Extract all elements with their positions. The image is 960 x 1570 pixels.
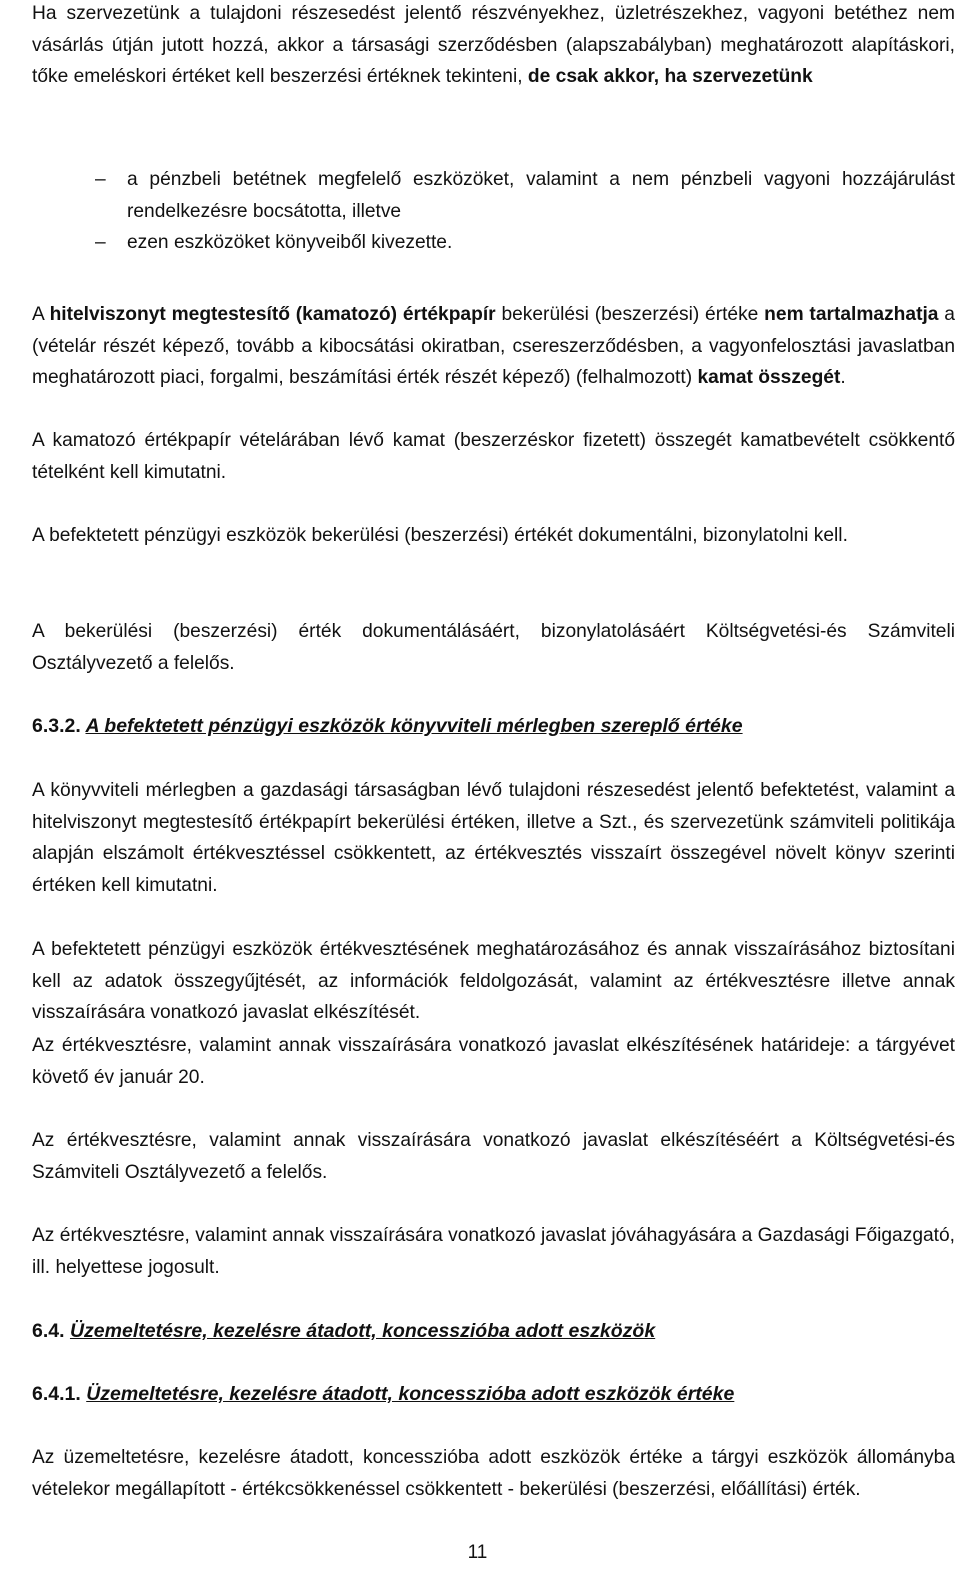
list-item: [32, 164, 955, 227]
text-segment: bekerülési (beszerzési) értéke: [501, 304, 759, 325]
section-heading-6-3-2: [32, 711, 955, 743]
text-segment: .: [840, 367, 846, 388]
bold-segment: nem tartalmazhatja: [764, 304, 939, 325]
section-number: 6.4.: [32, 1320, 65, 1342]
paragraph-text: Ha szervezetünk a tulajdoni részesedést jelentő részvényekhez, üzletrészekhez, vagyoni betéthez nem vásárlás útján jutott hozzá, akkor a társasági szerződésben (alapszabályban) meghatározott alapításkori, tőke emeléskori értéket kell beszerzési értéknek tekinteni,: [32, 3, 955, 87]
section-number: 6.4.1.: [32, 1383, 81, 1405]
dash-bullet: –: [95, 169, 106, 190]
section-heading-6-4: [32, 1316, 955, 1348]
section-title: Üzemeltetésre, kezelésre átadott, koncesszióba adott eszközök értéke: [86, 1383, 735, 1405]
paragraph-interest: A kamatozó értékpapír vételárában lévő kamat (beszerzéskor fizetett) összegét kamatbevételt csökkentő tételként kell kimutatni.: [32, 430, 955, 483]
paragraph-contribution-value: [32, 0, 955, 93]
paragraph-documentation: A befektetett pénzügyi eszközök bekerülési (beszerzési) értékét dokumentálni, bizonylatolni kell.: [32, 525, 848, 546]
dash-bullet: –: [95, 232, 106, 253]
section-heading-6-4-1: [32, 1379, 955, 1411]
paragraph-debt-securities: [32, 299, 955, 394]
paragraph-impairment-responsibility: Az értékvesztésre, valamint annak visszaírására vonatkozó javaslat elkészítéséért a Költségvetési-és Számviteli Osztályvezető a felelős.: [32, 1130, 955, 1183]
list-item: [32, 227, 955, 259]
bold-condition: de csak akkor, ha szervezetünk: [527, 66, 813, 87]
paragraph-asset-value: Az üzemeltetésre, kezelésre átadott, koncesszióba adott eszközök értéke a tárgyi eszközök állományba vételekor megállapított - értékcsökkenéssel csökkentett - bekerülési (beszerzési, előállítási) érték.: [32, 1447, 955, 1500]
list-item-text: a pénzbeli betétnek megfelelő eszközöket, valamint a nem pénzbeli vagyoni hozzájárulást rendelkezésre bocsátotta, illetve: [127, 169, 955, 222]
condition-list: [32, 164, 955, 259]
section-number: 6.3.2.: [32, 715, 81, 737]
paragraph-impairment: A befektetett pénzügyi eszközök értékvesztésének meghatározásához és annak visszaírásához biztosítani kell az adatok összegyűjtését, az információk feldolgozását, valamint az értékvesztésre illetve annak visszaírására vonatkozó javaslat elkészítését.: [32, 939, 955, 1023]
paragraph-approval: Az értékvesztésre, valamint annak visszaírására vonatkozó javaslat jóváhagyására a Gazdasági Főigazgató, ill. helyettese jogosult.: [32, 1225, 955, 1278]
section-title: A befektetett pénzügyi eszközök könyvviteli mérlegben szereplő értéke: [85, 715, 743, 737]
bold-segment: hitelviszonyt megtestesítő (kamatozó) értékpapír: [49, 304, 496, 325]
bold-segment: kamat összegét: [697, 367, 841, 388]
list-item-text: ezen eszközöket könyveiből kivezette.: [127, 232, 453, 253]
paragraph-responsibility: A bekerülési (beszerzési) érték dokumentálásáért, bizonylatolásáért Költségvetési-és Számviteli Osztályvezető a felelős.: [32, 621, 955, 674]
section-title: Üzemeltetésre, kezelésre átadott, koncesszióba adott eszközök: [69, 1320, 656, 1342]
text-segment: a (vételár részét képező, tovább a kibocsátási okiratban, csereszerződésben, a vagyonfelosztási javaslatban meghatározott piaci, forgalmi, beszámítási érték részét képező) (felhalmozott): [32, 304, 955, 388]
paragraph-deadline: Az értékvesztésre, valamint annak visszaírására vonatkozó javaslat elkészítésének határideje: a tárgyévet követő év január 20.: [32, 1035, 955, 1088]
paragraph-balance-value: A könyvviteli mérlegben a gazdasági társaságban lévő tulajdoni részesedést jelentő befektetést, valamint a hitelviszonyt megtestesítő értékpapírt bekerülési értéken, illetve a Szt., és szervezetünk számviteli politikája alapján elszámolt értékvesztéssel csökkentett, az értékvesztés visszaírt összegével növelt könyv szerinti értéken kell kimutatni.: [32, 780, 955, 896]
text-segment: A: [32, 304, 44, 325]
page-number: 11: [467, 1542, 488, 1563]
